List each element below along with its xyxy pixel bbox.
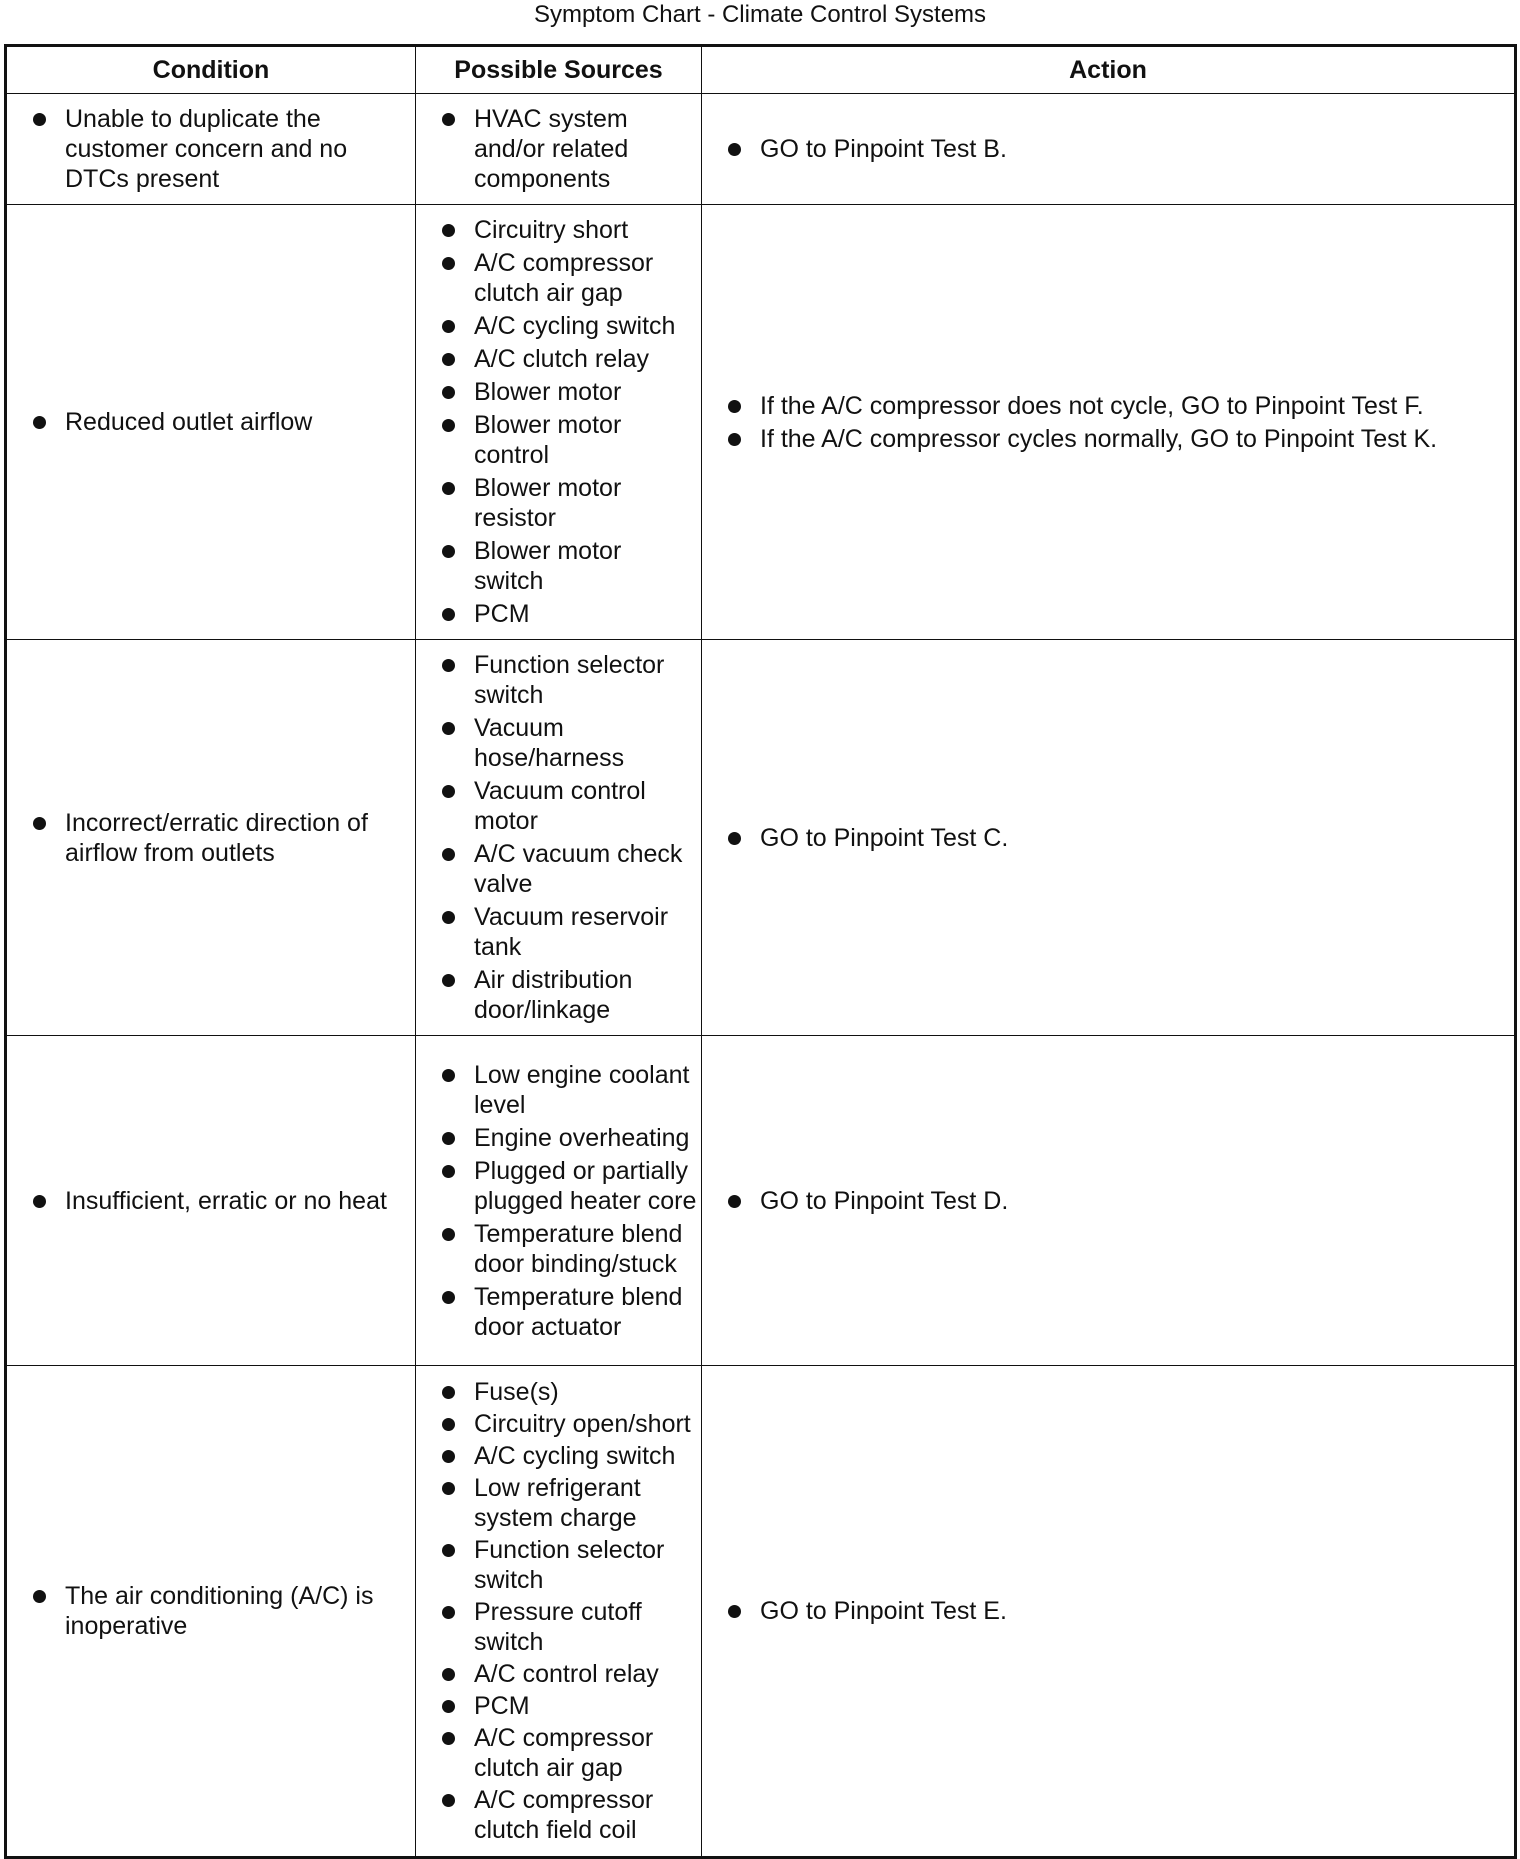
bullet-icon (442, 1668, 455, 1681)
table-row (6, 640, 1516, 1036)
bullet-icon (442, 1132, 455, 1145)
list-item (416, 599, 701, 629)
list-item (416, 473, 701, 533)
bullet-icon (442, 545, 455, 558)
source-text: A/C vacuum check valve (474, 840, 683, 898)
list-item (702, 134, 1514, 164)
table-row (6, 94, 1516, 205)
bullet-icon (442, 482, 455, 495)
source-text: PCM (474, 1692, 530, 1720)
list-item (416, 1377, 701, 1407)
list-item (416, 1691, 701, 1721)
list-item (416, 215, 701, 245)
column-header-sources: Possible Sources (416, 46, 702, 94)
bullet-icon (728, 832, 741, 845)
bullet-icon (442, 1386, 455, 1399)
bullet-icon (728, 1195, 741, 1208)
list-item (702, 823, 1514, 853)
sources-cell (416, 205, 702, 640)
bullet-icon (33, 817, 46, 830)
source-text: Engine overheating (474, 1123, 690, 1152)
bullet-icon (33, 416, 46, 429)
bullet-icon (442, 1418, 455, 1431)
source-text: Vacuum hose/harness (474, 714, 625, 772)
bullet-icon (442, 722, 455, 735)
chart-title: Symptom Chart - Climate Control Systems (533, 1, 987, 28)
list-item (416, 1659, 701, 1689)
source-text: A/C cycling switch (474, 312, 676, 340)
symptom-chart-table (4, 44, 1517, 1859)
list-item (416, 1723, 701, 1783)
list-item (416, 1282, 701, 1342)
bullet-icon (442, 1606, 455, 1619)
table-row (6, 1036, 1516, 1366)
list-item (416, 311, 701, 341)
list-item (7, 808, 415, 868)
bullet-icon (442, 848, 455, 861)
table-row (6, 205, 1516, 640)
source-text: Blower motor switch (474, 537, 622, 595)
bullet-icon (442, 320, 455, 333)
list-item (416, 104, 701, 194)
bullet-icon (442, 659, 455, 672)
list-item (7, 407, 415, 437)
header-row (6, 46, 1516, 94)
list-item (416, 650, 701, 710)
column-header-condition: Condition (6, 46, 416, 94)
bullet-icon (442, 785, 455, 798)
source-text: A/C compressor clutch air gap (474, 249, 654, 307)
condition-text: Incorrect/erratic direction of airflow from outlets (65, 808, 368, 867)
list-item (416, 1785, 701, 1845)
source-text: A/C control relay (474, 1660, 659, 1688)
list-item (416, 1123, 701, 1153)
source-text: Plugged or partially plugged heater core (474, 1156, 697, 1215)
condition-cell (6, 1366, 416, 1858)
source-text: Air distribution door/linkage (474, 966, 633, 1024)
list-item (7, 1186, 415, 1216)
bullet-icon (442, 353, 455, 366)
list-item (702, 1186, 1514, 1216)
bullet-icon (442, 257, 455, 270)
source-text: Function selector switch (474, 1536, 665, 1594)
list-item (7, 1581, 415, 1641)
action-cell (702, 1366, 1516, 1858)
bullet-icon (442, 1544, 455, 1557)
bullet-icon (33, 1590, 46, 1603)
bullet-icon (442, 1069, 455, 1082)
source-text: Fuse(s) (474, 1378, 559, 1406)
list-item (416, 536, 701, 596)
bullet-icon (442, 974, 455, 987)
action-cell (702, 640, 1516, 1036)
condition-cell (6, 205, 416, 640)
source-text: Low engine coolant level (474, 1060, 690, 1119)
list-item (416, 1535, 701, 1595)
bullet-icon (442, 608, 455, 621)
list-item (416, 902, 701, 962)
source-text: Pressure cutoff switch (474, 1598, 642, 1656)
source-text: PCM (474, 600, 530, 628)
action-text: GO to Pinpoint Test B. (760, 135, 1007, 163)
bullet-icon (442, 224, 455, 237)
source-text: Circuitry open/short (474, 1410, 691, 1438)
list-item (416, 1156, 701, 1216)
bullet-icon (728, 433, 741, 446)
action-text: If the A/C compressor does not cycle, GO to Pinpoint Test F. (760, 391, 1424, 420)
source-text: Blower motor resistor (474, 474, 622, 532)
action-cell (702, 94, 1516, 205)
bullet-icon (728, 400, 741, 413)
bullet-icon (442, 1291, 455, 1304)
source-text: A/C cycling switch (474, 1442, 676, 1470)
list-item (416, 1219, 701, 1279)
action-text: GO to Pinpoint Test D. (760, 1186, 1009, 1215)
list-item (416, 410, 701, 470)
source-text: Function selector switch (474, 651, 665, 709)
action-cell (702, 205, 1516, 640)
source-text: Temperature blend door binding/stuck (474, 1219, 683, 1278)
source-text: A/C clutch relay (474, 345, 650, 373)
bullet-icon (442, 113, 455, 126)
list-item (702, 391, 1514, 421)
source-text: A/C compressor clutch air gap (474, 1724, 654, 1782)
list-item (702, 1596, 1514, 1626)
list-item (416, 1441, 701, 1471)
list-item (416, 1409, 701, 1439)
action-text: GO to Pinpoint Test E. (760, 1597, 1007, 1625)
bullet-icon (442, 1165, 455, 1178)
source-text: Low refrigerant system charge (474, 1474, 641, 1532)
source-text: Blower motor control (474, 411, 622, 469)
list-item (416, 377, 701, 407)
source-text: Circuitry short (474, 216, 629, 244)
list-item (416, 1060, 701, 1120)
bullet-icon (33, 1195, 46, 1208)
bullet-icon (442, 419, 455, 432)
source-text: HVAC system and/or related components (474, 105, 629, 193)
source-text: Temperature blend door actuator (474, 1282, 683, 1341)
source-text: Vacuum control motor (474, 777, 646, 835)
condition-cell (6, 94, 416, 205)
bullet-icon (442, 1450, 455, 1463)
sources-cell (416, 1036, 702, 1366)
bullet-icon (442, 1482, 455, 1495)
source-text: Vacuum reservoir tank (474, 903, 669, 961)
list-item (7, 104, 415, 194)
condition-text: Unable to duplicate the customer concern and no DTCs present (65, 105, 348, 193)
list-item (416, 839, 701, 899)
bullet-icon (33, 113, 46, 126)
list-item (702, 424, 1514, 454)
list-item (416, 248, 701, 308)
bullet-icon (442, 386, 455, 399)
list-item (416, 713, 701, 773)
source-text: Blower motor (474, 378, 622, 406)
condition-text: The air conditioning (A/C) is inoperative (65, 1582, 374, 1640)
sources-cell (416, 640, 702, 1036)
bullet-icon (442, 1732, 455, 1745)
bullet-icon (442, 911, 455, 924)
condition-cell (6, 1036, 416, 1366)
list-item (416, 1597, 701, 1657)
condition-text: Reduced outlet airflow (65, 408, 313, 436)
sources-cell (416, 1366, 702, 1858)
condition-text: Insufficient, erratic or no heat (65, 1186, 387, 1215)
condition-cell (6, 640, 416, 1036)
list-item (416, 965, 701, 1025)
bullet-icon (442, 1228, 455, 1241)
source-text: A/C compressor clutch field coil (474, 1786, 654, 1844)
action-text: If the A/C compressor cycles normally, GO to Pinpoint Test K. (760, 424, 1438, 453)
bullet-icon (442, 1700, 455, 1713)
list-item (416, 344, 701, 374)
column-header-action: Action (702, 46, 1516, 94)
bullet-icon (728, 1605, 741, 1618)
action-cell (702, 1036, 1516, 1366)
list-item (416, 776, 701, 836)
table-row (6, 1366, 1516, 1858)
list-item (416, 1473, 701, 1533)
action-text: GO to Pinpoint Test C. (760, 823, 1009, 852)
bullet-icon (728, 143, 741, 156)
bullet-icon (442, 1794, 455, 1807)
sources-cell (416, 94, 702, 205)
